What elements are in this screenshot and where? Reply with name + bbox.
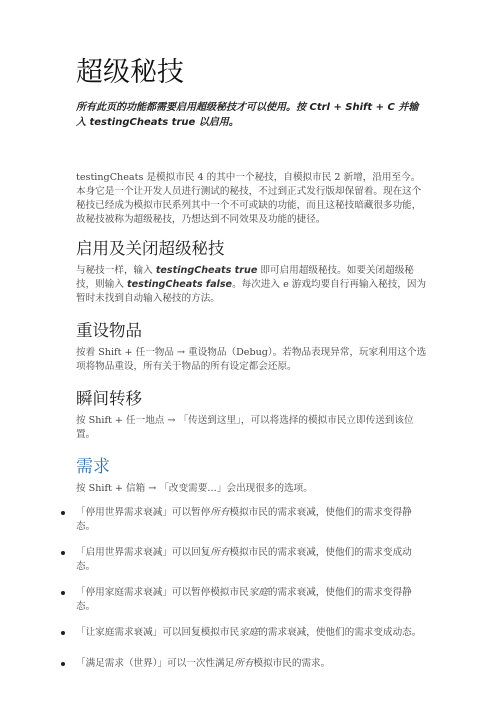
code-disable: testingCheats false bbox=[127, 279, 233, 290]
lead-note: 所有此页的功能都需要启用超级秘技才可以使用。按 Ctrl + Shift + C 并输入 testingCheats true 以启用。 bbox=[76, 102, 419, 128]
enable-text-mid: 即可启用超级秘技。如要关闭超级秘技，则输入 bbox=[76, 265, 414, 290]
list-item: 「停用世界需求衰减」可以暂停所有模拟市民的需求衰减，使他们的需求变得静态。 bbox=[76, 506, 428, 534]
list-item: 「停用家庭需求衰减」可以暂停模拟市民家庭的需求衰减，使他们的需求变得静态。 bbox=[76, 586, 428, 614]
enable-text-pre: 与秘技一样，输入 bbox=[76, 265, 156, 276]
heading-reset: 重设物品 bbox=[76, 321, 142, 340]
reset-paragraph: 按着 Shift + 任一物品 → 重设物品（Debug）。若物品表现异常，玩家利用这个选项将物品重设，所有关于物品的所有设定都会还原。 bbox=[76, 347, 427, 372]
list-item: 「启用世界需求衰减」可以回复所有模拟市民的需求衰减，使他们的需求变成动态。 bbox=[76, 546, 428, 574]
document-page bbox=[76, 56, 428, 671]
enable-paragraph bbox=[76, 264, 428, 306]
needs-list bbox=[76, 506, 428, 671]
list-item: 「满足需求（世界）」可以一次性满足所有模拟市民的需求。 bbox=[76, 657, 428, 671]
intro-paragraph: testingCheats 是模拟市民 4 的其中一个秘技，自模拟市民 2 新增，沿用至今。本身它是一个让开发人员进行测试的秘技，不过到正式发行版却保留着。现在这个秘技已经成为模拟市民系列其中一个不可或缺的功能，而且这秘技暗藏很多功能，故秘技被称为超级秘技，乃想达到不同效果及功能的捷径。 bbox=[76, 172, 422, 225]
heading-enable: 启用及关闭超级秘技 bbox=[76, 239, 225, 258]
needs-paragraph: 按 Shift + 信箱 → 「改变需要…」会出现很多的选项。 bbox=[76, 483, 313, 494]
teleport-paragraph: 按 Shift + 任一地点 → 「传送到这里」，可以将选择的模拟市民立即传送到该位置。 bbox=[76, 415, 414, 440]
heading-needs: 需求 bbox=[76, 457, 110, 477]
list-item: 「让家庭需求衰减」可以回复模拟市民家庭的需求衰减，使他们的需求变成动态。 bbox=[76, 626, 428, 640]
heading-teleport: 瞬间转移 bbox=[76, 389, 142, 408]
code-enable: testingCheats true bbox=[155, 265, 258, 276]
enable-text-post: 。每次进入 e 游戏均要自行再输入秘技，因为暂时未找到自动输入秘技的方法。 bbox=[76, 279, 427, 304]
page-title: 超级秘技 bbox=[76, 57, 184, 88]
